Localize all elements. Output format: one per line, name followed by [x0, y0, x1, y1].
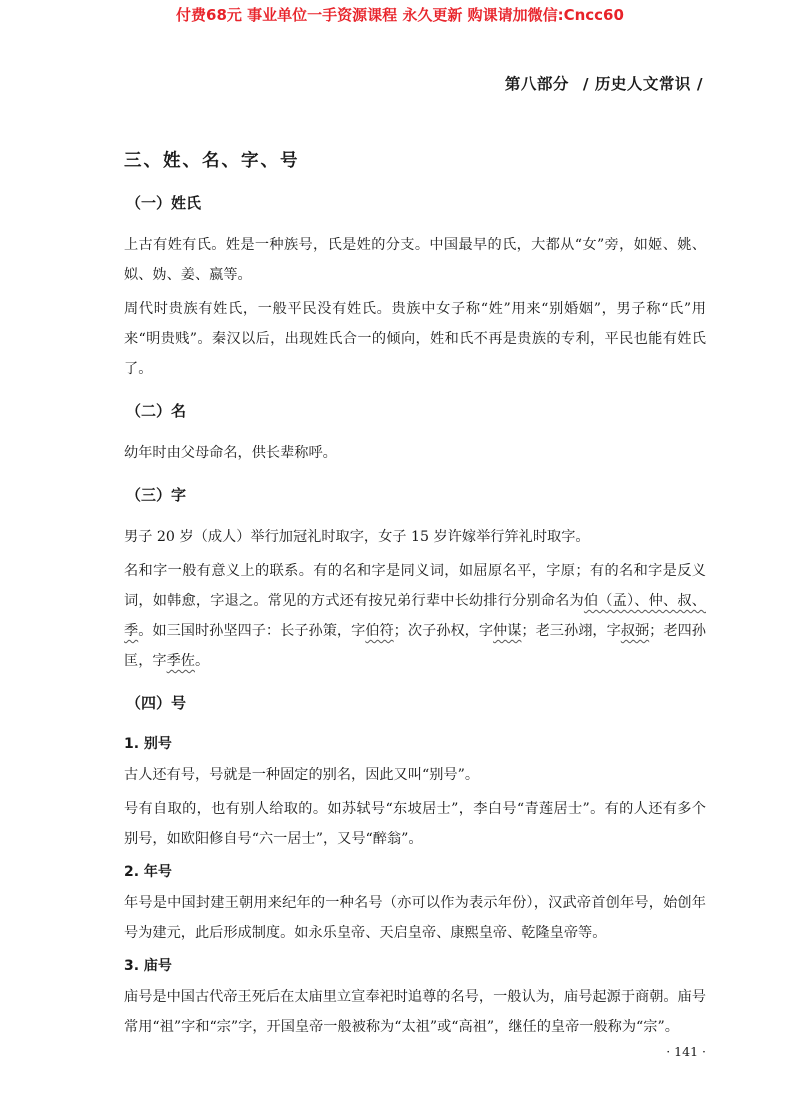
wavy-underlined-text: 叔弼: [620, 623, 650, 639]
text-run: ；次子孙权，字: [393, 623, 494, 639]
subsection-title-sobriquet: （四）号: [126, 694, 187, 712]
paragraph: 周代时贵族有姓氏，一般平民没有姓氏。贵族中女子称“姓”用来“别婚姻”，男子称“氏”用来“明贵贱”。秦汉以后，出现姓氏合一的倾向，姓和氏不再是贵族的专利，平民也能有姓氏了。: [124, 301, 706, 377]
text-run: 。如三国时孙坚四子：长子孙策，字: [138, 623, 366, 639]
paragraph: 幼年时由父母命名，供长辈称呼。: [124, 445, 337, 461]
item-title-alias: 1. 别号: [124, 736, 172, 752]
paragraph: 上古有姓有氏。姓是一种族号，氏是姓的分支。中国最早的氏，大都从“女”旁，如姬、姚、姒、妫、姜、嬴等。: [124, 237, 706, 283]
running-head-title: / 历史人文常识 /: [582, 75, 703, 93]
subsection-title-name: （二）名: [126, 402, 187, 420]
page-content: [124, 148, 706, 1046]
wavy-underlined-text: 伯（孟）、仲、叔、季: [124, 593, 706, 639]
text-run: 。: [194, 653, 210, 669]
paragraph: 庙号是中国古代帝王死后在太庙里立宣奉祀时追尊的名号，一般认为，庙号起源于商朝。庙号常用“祖”字和“宗”字，开国皇帝一般被称为“太祖”或“高祖”，继任的皇帝一般称为“宗”。: [124, 989, 706, 1035]
page-number: · 141 ·: [666, 1044, 706, 1059]
wavy-underlined-text: 伯符: [365, 623, 394, 639]
running-head: [505, 72, 703, 94]
section-title: 三、姓、名、字、号: [124, 151, 300, 171]
text-run: 名和字一般有意义上的联系。有的名和字是同义词，如屈原名平，字原；有的名和字是反义词，如韩愈，字退之。常见的方式还有按兄弟行辈中长幼排行分别命名为: [124, 563, 706, 609]
wavy-underlined-text: 仲谋: [493, 623, 522, 639]
text-run: ；老四孙匡，字: [124, 623, 706, 669]
watermark-banner: 付费68元 事业单位一手资源课程 永久更新 购课请加微信:Cncc60: [176, 6, 624, 24]
paragraph: 号有自取的，也有别人给取的。如苏轼号“东坡居士”，李白号“青莲居士”。有的人还有多个别号，如欧阳修自号“六一居士”，又号“醉翁”。: [124, 801, 706, 847]
subsection-title-courtesy-name: （三）字: [126, 486, 187, 504]
running-head-part: 第八部分: [504, 75, 569, 93]
wavy-underlined-text: 季佐: [166, 653, 195, 669]
subsection-title-surname: （一）姓氏: [126, 194, 202, 212]
item-title-era-name: 2. 年号: [124, 864, 172, 880]
item-title-temple-name: 3. 庙号: [124, 958, 172, 974]
paragraph: 古人还有号，号就是一种固定的别名，因此又叫“别号”。: [124, 767, 480, 783]
text-run: ；老三孙翊，字: [521, 623, 621, 639]
paragraph: 男子 20 岁（成人）举行加冠礼时取字，女子 15 岁许嫁举行笄礼时取字。: [124, 529, 590, 545]
paragraph-courtesy-name-relation: [124, 556, 706, 676]
paragraph: 年号是中国封建王朝用来纪年的一种名号（亦可以作为表示年份），汉武帝首创年号，始创年号为建元，此后形成制度。如永乐皇帝、天启皇帝、康熙皇帝、乾隆皇帝等。: [124, 895, 706, 941]
